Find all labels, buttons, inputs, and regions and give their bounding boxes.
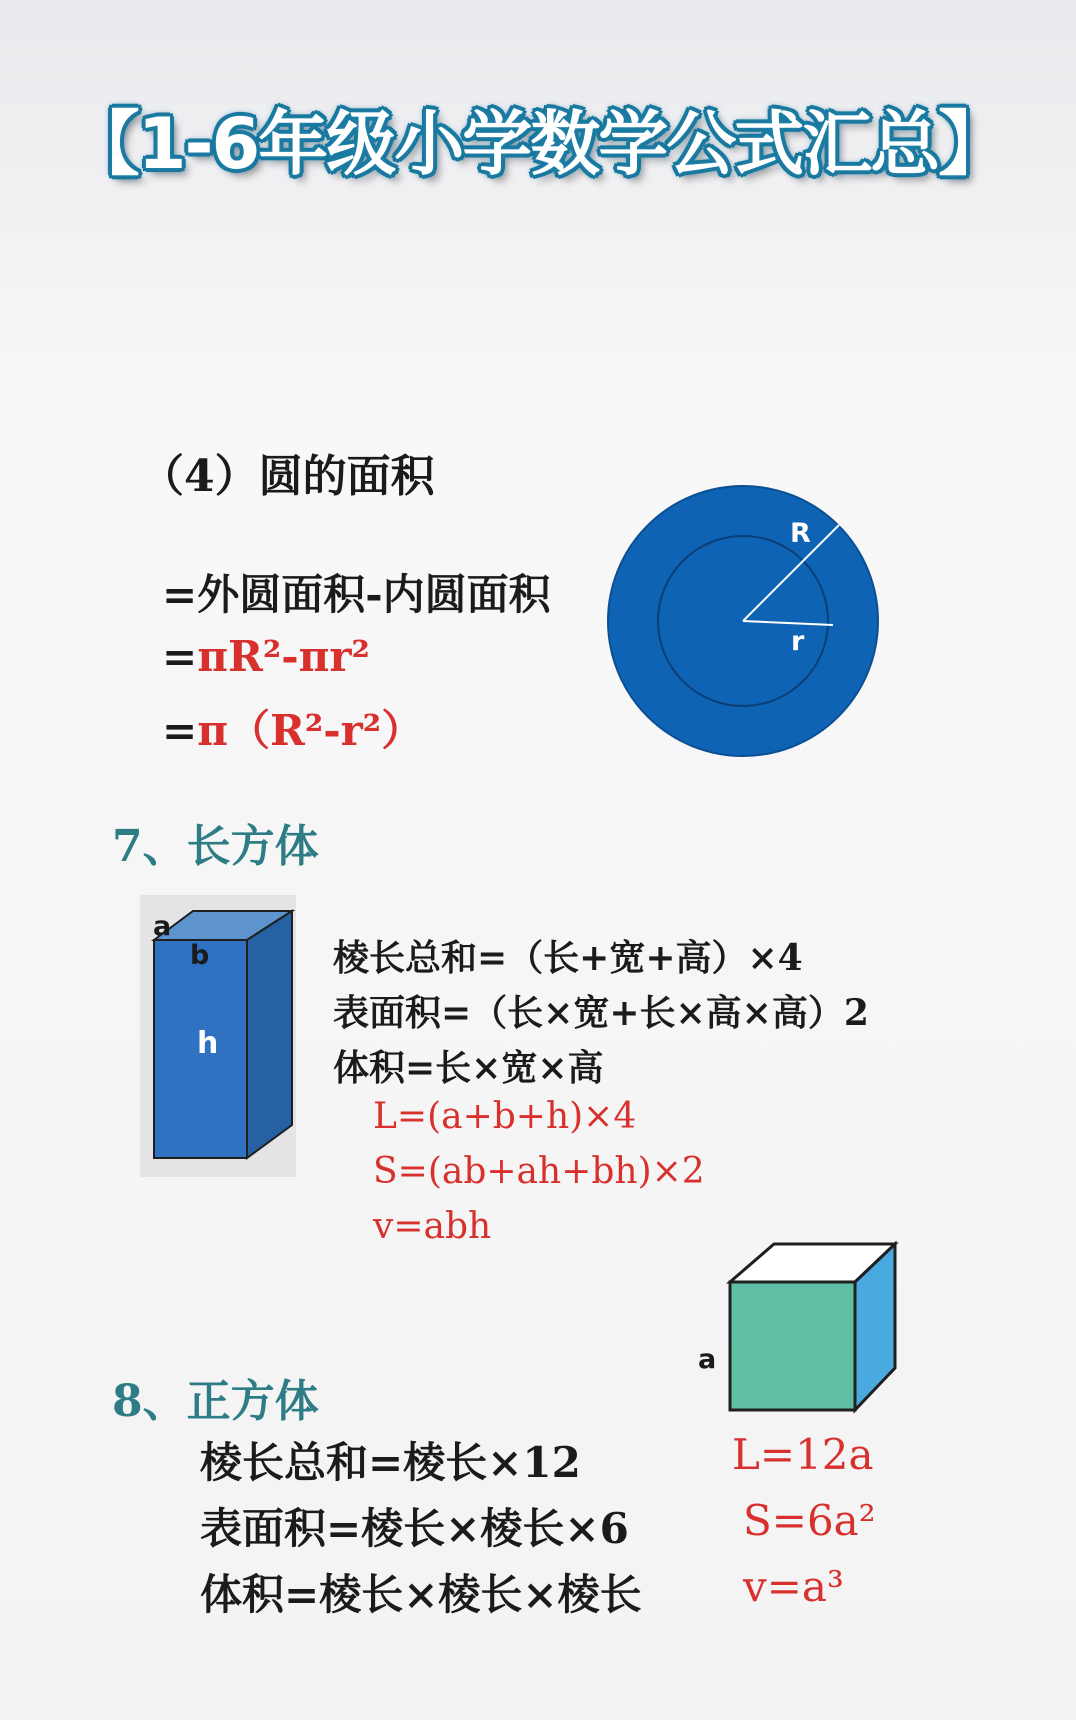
ring-formula-line-3 [162,698,423,758]
cuboid-symbol-surface: S=(ab+ah+bh)×2 [373,1151,705,1192]
ring-inner-label: r [791,626,805,657]
cuboid-symbol-edge-sum: L=(a+b+h)×4 [373,1096,637,1137]
ring-formula-line-2-rest: πR²-πr² [197,632,370,681]
cube-heading: 8、正方体 [112,1376,319,1427]
cuboid-formula-surface: 表面积=（长×宽+长×高×高）2 [333,992,869,1034]
cube-diagram [690,1240,900,1420]
cube-formula-volume: 体积=棱长×棱长×棱长 [200,1570,642,1619]
cube-front-face [730,1282,855,1410]
ring-formula-line-3-rest: π（R²-r²） [197,706,424,755]
ring-formula-line-1: =外圆面积-内圆面积 [162,570,551,619]
cube-symbol-edge-sum: L=12a [732,1430,874,1479]
cuboid-heading: 7、长方体 [112,821,319,872]
ring-formula-line-2 [162,632,370,681]
cube-symbol-volume: v=a³ [743,1562,844,1611]
cube-symbol-surface: S=6a² [743,1496,876,1545]
cuboid-diagram [140,895,300,1180]
cuboid-label-h: h [197,1026,219,1061]
cuboid-formula-volume: 体积=长×宽×高 [333,1047,604,1089]
cuboid-label-b: b [190,940,210,971]
ring-formula-line-2-prefix: = [162,632,198,681]
cuboid-side-face [247,911,292,1158]
cuboid-formula-edge-sum: 棱长总和=（长+宽+高）×4 [333,937,803,979]
cuboid-symbol-volume: v=abh [373,1206,492,1247]
page-title: 【1-6年级小学数学公式汇总】 [69,103,1007,185]
ring-area-heading: （4）圆的面积 [140,451,435,502]
cuboid-label-a: a [153,911,172,942]
ring-outer-label: R [790,518,811,549]
ring-diagram [605,483,885,763]
cube-formula-surface: 表面积=棱长×棱长×6 [200,1504,629,1553]
cube-label-a: a [698,1344,717,1375]
ring-formula-line-3-prefix: = [162,706,198,755]
cube-formula-edge-sum: 棱长总和=棱长×12 [200,1438,581,1487]
